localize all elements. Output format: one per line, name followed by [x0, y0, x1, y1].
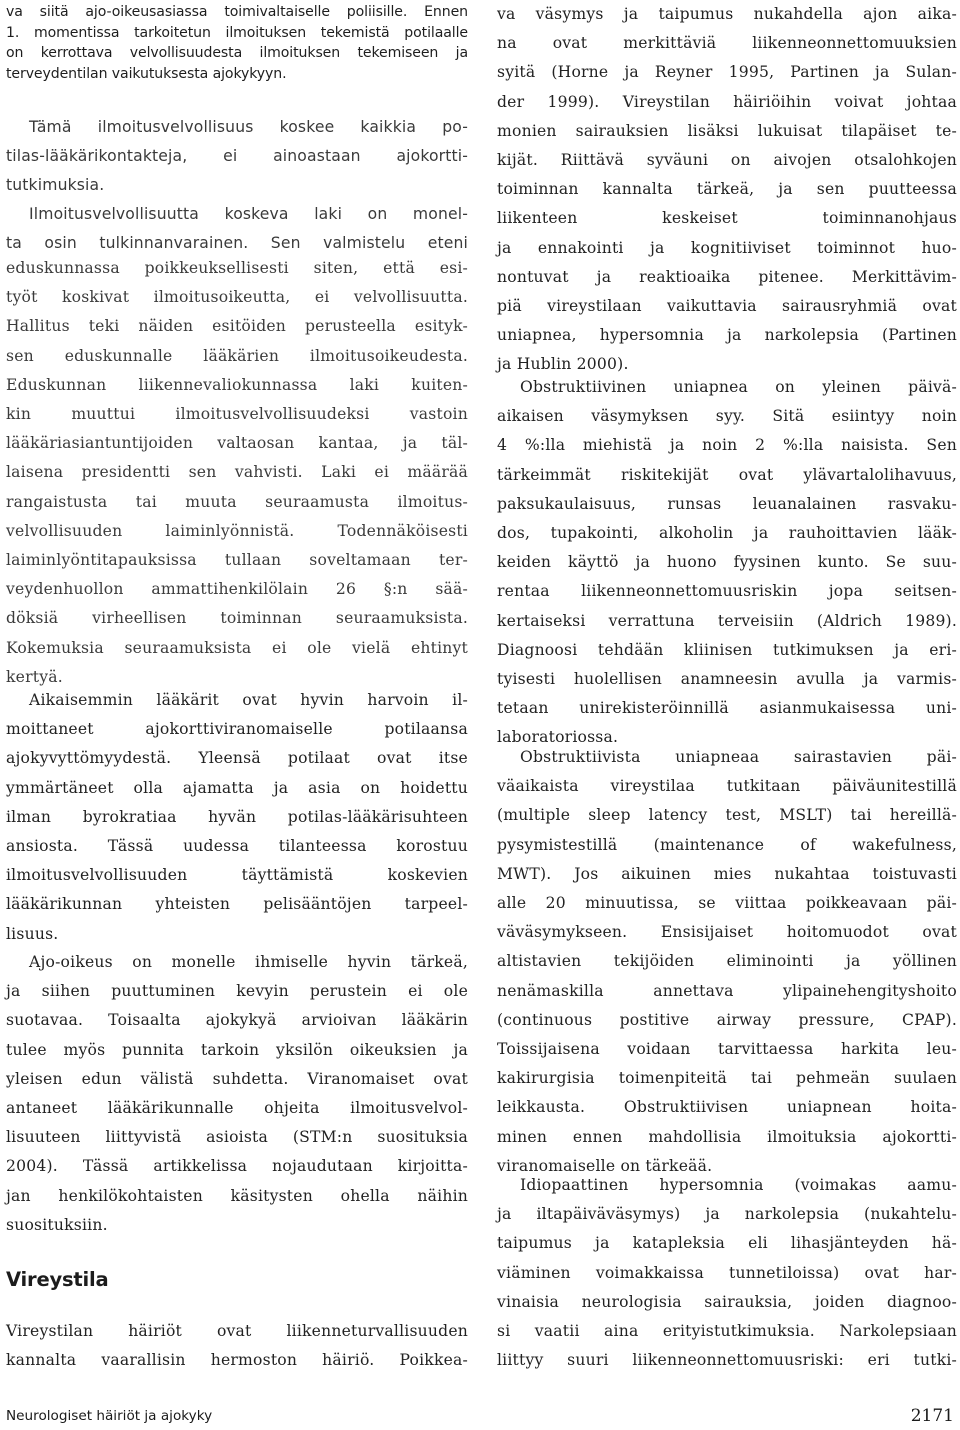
- text-line: na ovat merkittäviä liikenneonnettomuuksien: [497, 34, 957, 53]
- text-line: piä vireystilaan vaikuttavia sairausryhmiä ovat: [497, 297, 957, 316]
- text-line: Hallitus teki näiden esitöiden perusteella esityk-: [6, 317, 468, 336]
- text-line: altistavien tekijöiden eliminointi ja yöllinen: [497, 952, 957, 971]
- text-line: taipumus ja katapleksia eli lihasjänteyden hä-: [497, 1234, 957, 1253]
- text-line: tulee myös punnita tarkoin yksilön oikeuksien ja: [6, 1040, 468, 1059]
- text-line: (continuous postitive airway pressure, CPAP).: [497, 1010, 957, 1029]
- paragraph-fatigue-causes: [497, 0, 957, 380]
- text-line: kijät. Riittävä syväuni on aivojen otsalohkojen: [497, 151, 957, 170]
- text-line: minen ennen mahdollisia ilmoituksia ajokortti-: [497, 1127, 957, 1146]
- text-line: Idiopaattinen hypersomnia (voimakas aamu-: [520, 1176, 957, 1194]
- text-line: tyisesti huolellisen anamneesin avulla ja varmis-: [497, 670, 957, 689]
- section-heading: Vireystila: [6, 1268, 109, 1291]
- intro-paragraph: [6, 2, 468, 84]
- text-line: yleisen edun välistä suhdetta. Viranomaiset ovat: [6, 1069, 468, 1088]
- text-line: jan henkilökohtaisten käsitysten ohella näihin: [6, 1186, 468, 1205]
- text-line: moittaneet ajokorttiviranomaiselle potilaansa: [6, 720, 468, 739]
- text-line: lisuuteen liittyvistä asioista (STM:n suosituksia: [6, 1128, 468, 1147]
- text-line: dos, tupakointi, alkoholin ja rauhoittavien lääk-: [497, 524, 957, 543]
- text-line: lääkärikunnan yhteisten pelisääntöjen tarpeel-: [6, 895, 468, 914]
- text-line: Obstruktiivinen uniapnea on yleinen päivä-: [520, 378, 957, 396]
- text-line: työt koskivat ilmoitusoikeutta, ei velvollisuutta.: [6, 288, 468, 307]
- text-line: syitä (Horne ja Reyner 1995, Partinen ja Sulan-: [497, 63, 957, 82]
- text-line: väaikaista vireystilaa tutkitaan päiväunitestillä: [497, 777, 957, 796]
- text-line: väväsymykseen. Ensisijaiset hoitomuodot ovat: [497, 923, 957, 942]
- text-line: lisuus.: [6, 924, 59, 943]
- text-line: kakirurgisia toimenpiteitä tai pehmeän suulaen: [497, 1069, 957, 1088]
- text-line: Eduskunnan liikennevaliokunnassa laki kuiten-: [6, 375, 468, 394]
- text-line: nontuvat ja reaktioaika pitenee. Merkittävim-: [497, 267, 957, 286]
- text-line: tärkeimmät riskitekijät ovat ylävartalolihavuus,: [497, 465, 957, 484]
- text-line: Ajo-oikeus on monelle ihmiselle hyvin tärkeä,: [29, 953, 468, 971]
- text-line: velvollisuuden laiminlyönnistä. Todennäköisesti: [6, 521, 468, 540]
- text-line: ja Hublin 2000).: [497, 355, 629, 374]
- text-line: ilmoitusvelvollisuuden täyttämistä koskevien: [6, 866, 468, 885]
- text-line: ta osin tulkinnanvarainen. Sen valmistelu eteni: [6, 234, 468, 252]
- paragraph-law-interpretation-start: [6, 200, 468, 258]
- text-line: suotavaa. Toisaalta ajokykyä arvioivan lääkärin: [6, 1011, 468, 1030]
- paragraph-alertness-disorders: [6, 1317, 468, 1375]
- text-line: rentaa liikenneonnettomuusriskin jopa seitsen-: [497, 582, 957, 601]
- text-line: on kerrottava velvollisuudesta ilmoituksen tekemiseen ja: [6, 45, 468, 61]
- text-line: veydenhuollon ammattihenkilölain 26 §:n sää-: [6, 580, 468, 599]
- text-line: kertyä.: [6, 667, 63, 686]
- text-line: laboratoriossa.: [497, 728, 619, 747]
- paragraph-apnea-testing: [497, 743, 957, 1181]
- text-line: tilas-lääkärikontakteja, ei ainoastaan ajokortti-: [6, 147, 468, 165]
- text-line: vinaisia neurologisia sairauksia, joiden diagnoo-: [497, 1292, 957, 1311]
- text-line: uniapnea, hypersomnia ja narkolepsia (Partinen: [497, 326, 957, 345]
- text-line: ja siihen puuttuminen kevyin perustein ei ole: [6, 982, 468, 1001]
- text-line: laiminlyöntitapauksissa tullaan soveltamaan ter-: [6, 551, 468, 570]
- text-line: tutkimuksia.: [6, 176, 105, 194]
- text-line: 2004). Tässä artikkelissa nojaudutaan kirjoitta-: [6, 1157, 468, 1176]
- text-line: va väsymys ja taipumus nukahdella ajon aika-: [497, 5, 957, 23]
- text-line: Tämä ilmoitusvelvollisuus koskee kaikkia po-: [29, 118, 468, 136]
- text-line: alle 20 minuutissa, se viittaa poikkeavaan päi-: [497, 894, 957, 913]
- text-line: nenämaskilla annettava ylipainehengityshoito: [497, 981, 957, 1000]
- text-line: ilman byrokratiaa hyvän potilas-lääkärisuhteen: [6, 807, 468, 826]
- text-line: Ilmoitusvelvollisuutta koskeva laki on monel-: [29, 205, 468, 223]
- text-line: keiden käyttö ja huono fyysinen kunto. Se suu-: [497, 553, 957, 572]
- text-line: 1. momentissa tarkoitetun ilmoituksen tekemistä potilaalle: [6, 24, 468, 41]
- text-line: der 1999). Vireystilan häiriöihin voivat johtaa: [497, 92, 957, 111]
- paragraph-hypersomnia-narcolepsy: [497, 1171, 957, 1375]
- paragraph-earlier-practice: [6, 686, 468, 949]
- text-line: laisena presidentti sen vahvisti. Laki ei määrää: [6, 463, 468, 482]
- text-line: MWT). Jos aikuinen mies nukahtaa toistuvasti: [497, 864, 957, 883]
- text-line: kannalta vaarallisin hermoston häiriö. Poikkea-: [6, 1351, 468, 1370]
- text-line: sen eduskunnalle lääkärien ilmoitusoikeudesta.: [6, 346, 468, 365]
- text-line: ajokyvyttömyydestä. Yleensä potilaat ovat itse: [6, 749, 468, 768]
- text-line: si vaatii aina erityistutkimuksia. Narkolepsiaan: [497, 1322, 957, 1341]
- text-line: döksiä virheellisen toiminnan seuraamuksista.: [6, 609, 468, 628]
- text-line: viäminen voimakkaissa tunnetiloissa) ovat har-: [497, 1263, 957, 1282]
- text-line: antaneet lääkärikunnalle ohjeita ilmoitusvelvol-: [6, 1099, 468, 1118]
- text-line: ja ennakointi ja kognitiiviset toiminnot huo-: [497, 238, 957, 257]
- text-line: aikaisen väsymyksen syy. Sitä esiintyy noin: [497, 407, 957, 426]
- text-line: Vireystilan häiriöt ovat liikenneturvallisuuden: [6, 1322, 468, 1340]
- text-line: lääkäriasiantuntijoiden valtaosan kantaa, ja täl-: [6, 434, 468, 453]
- page-number: 2171: [910, 1406, 954, 1426]
- text-line: paksukaulaisuus, runsas leuanalainen rasvaku-: [497, 494, 957, 513]
- text-line: monien sairauksien lisäksi lukuisat tilapäiset te-: [497, 121, 957, 140]
- text-line: Aikaisemmin lääkärit ovat hyvin harvoin il-: [29, 691, 468, 709]
- text-line: eduskunnassa poikkeuksellisesti siten, että esi-: [6, 259, 468, 277]
- text-line: Toissijaisena voidaan tarvittaessa harkita leu-: [497, 1040, 957, 1059]
- text-line: viranomaiselle on tärkeää.: [497, 1156, 713, 1175]
- text-line: 4 %:lla miehistä ja noin 2 %:lla naisista. Sen: [497, 436, 957, 455]
- paragraph-law-interpretation: [6, 254, 468, 692]
- footer-title: Neurologiset häiriöt ja ajokyky: [6, 1408, 213, 1424]
- paragraph-notification-duty: [6, 113, 468, 200]
- text-line: Diagnoosi tehdään kliinisen tutkimuksen ja eri-: [497, 640, 957, 659]
- text-line: suosituksiin.: [6, 1215, 108, 1234]
- text-line: ymmärtäneet olla ajamatta ja asia on hoidettu: [6, 778, 468, 797]
- text-line: tetaan unirekisteröinnillä asianmukaisessa uni-: [497, 699, 957, 718]
- paragraph-obstructive-apnea: [497, 373, 957, 753]
- text-line: terveydentilan vaikutuksesta ajokykyyn.: [6, 65, 287, 82]
- text-line: pysymistestillä (maintenance of wakefulness,: [497, 835, 957, 854]
- text-line: va siitä ajo-oikeusasiassa toimivaltaiselle poliisille. Ennen: [6, 4, 468, 20]
- text-line: ja iltapäiväväsymys) ja narkolepsia (nukahtelu-: [497, 1205, 957, 1224]
- text-line: rangaistusta tai muuta seuraamusta ilmoitus-: [6, 492, 468, 511]
- text-line: kertaiseksi verrattuna terveisiin (Aldrich 1989).: [497, 611, 957, 630]
- text-line: (multiple sleep latency test, MSLT) tai hereillä-: [497, 806, 957, 825]
- text-line: toiminnan kannalta tärkeä, ja sen puutteessa: [497, 180, 957, 199]
- paragraph-driving-right: [6, 948, 468, 1240]
- text-line: Kokemuksia seuraamuksista ei ole vielä ehtinyt: [6, 638, 468, 657]
- text-line: liittyy suuri liikenneonnettomuusriski: eri tutki-: [497, 1351, 957, 1370]
- text-line: ansiosta. Tässä uudessa tilanteessa korostuu: [6, 837, 468, 856]
- text-line: kin muuttui ilmoitusvelvollisuudeksi vastoin: [6, 405, 468, 424]
- text-line: Obstruktiivista uniapneaa sairastavien päi-: [520, 748, 957, 766]
- text-line: liikenteen keskeiset toiminnanohjaus: [497, 209, 957, 228]
- text-line: leikkausta. Obstruktiivisen uniapnean hoita-: [497, 1098, 957, 1117]
